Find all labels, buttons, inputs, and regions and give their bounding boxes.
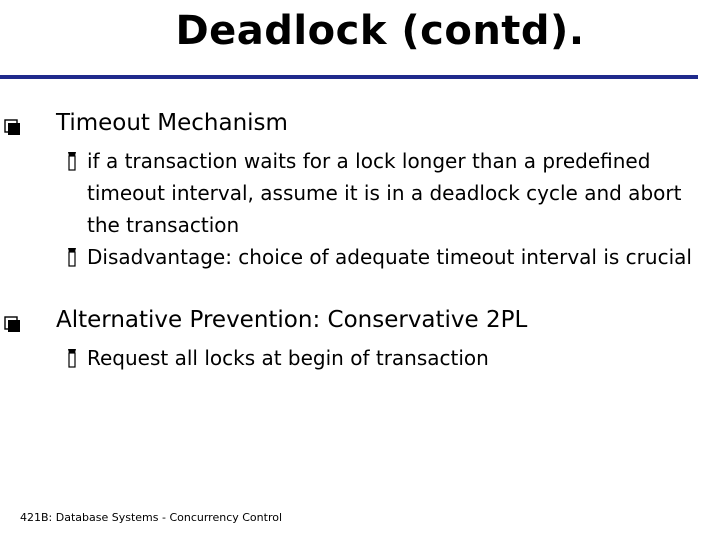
slide-title: Deadlock (contd). bbox=[175, 8, 585, 54]
bar-bullet-icon bbox=[65, 151, 80, 171]
bar-bullet-icon bbox=[65, 247, 80, 267]
subbullet-request-locks bbox=[65, 342, 695, 374]
subbullet-text: if a transaction waits for a lock longer than a predefined timeout interval, assume it is in a deadlock cycle and abort the transaction bbox=[87, 149, 682, 237]
checkbox-bullet-icon bbox=[4, 119, 20, 135]
bullet-text: Alternative Prevention: Conservative 2PL bbox=[56, 307, 528, 333]
title-divider bbox=[0, 75, 698, 79]
slide-footer: 421B: Database Systems - Concurrency Control bbox=[20, 511, 283, 524]
subbullet-timeout-description bbox=[65, 145, 695, 241]
subbullet-text: Request all locks at begin of transaction bbox=[87, 346, 489, 370]
bullet-text: Timeout Mechanism bbox=[56, 110, 288, 136]
bar-bullet-icon bbox=[65, 348, 80, 368]
subbullet-disadvantage bbox=[65, 241, 695, 273]
checkbox-bullet-icon bbox=[4, 316, 20, 332]
subbullet-text: Disadvantage: choice of adequate timeout interval is crucial bbox=[87, 245, 692, 269]
